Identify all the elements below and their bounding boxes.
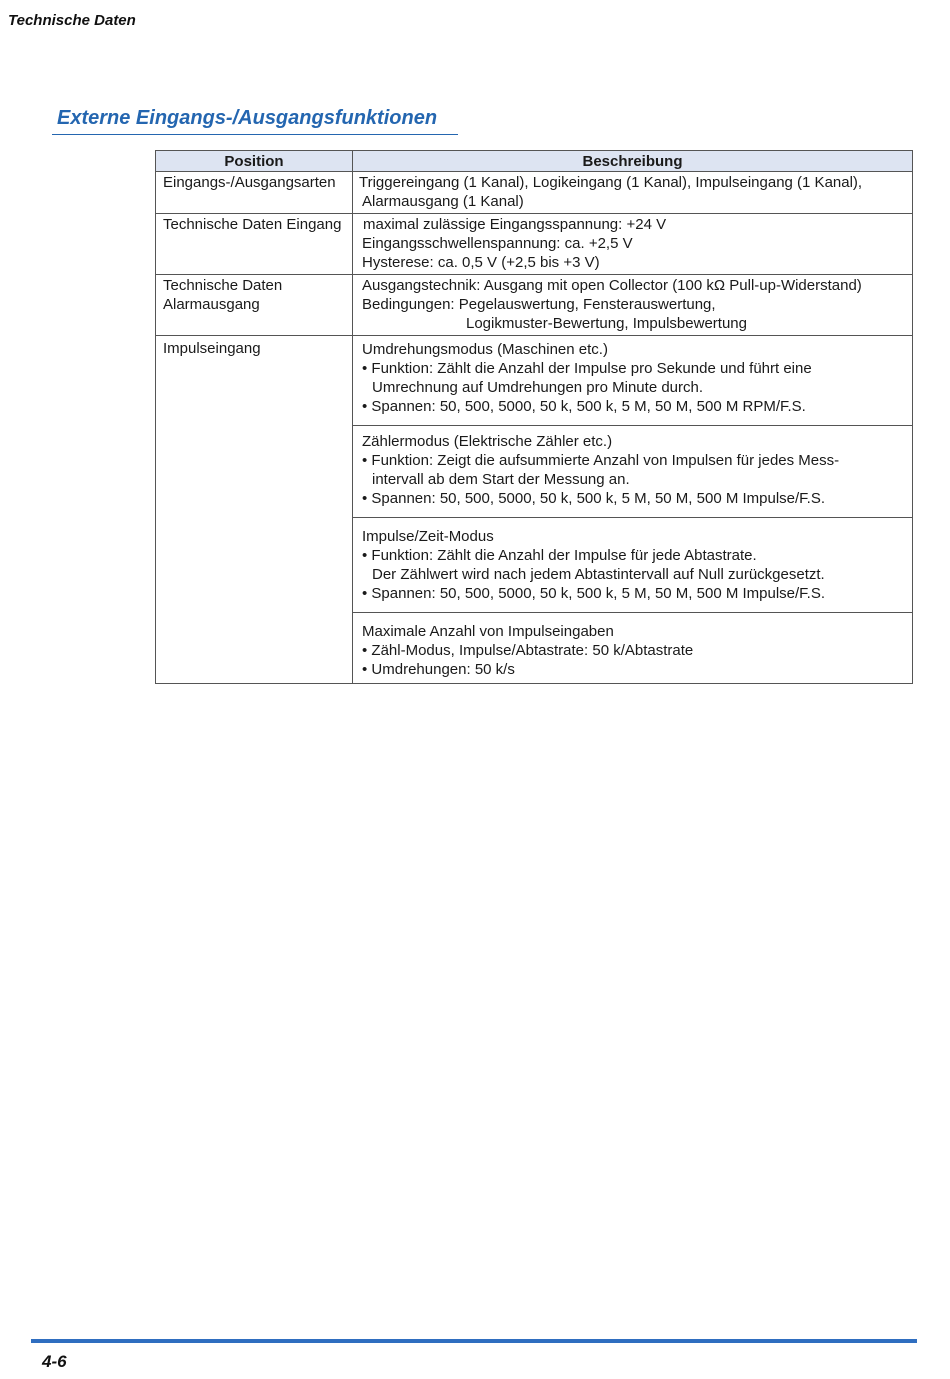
description-line: Eingangsschwellenspannung: ca. +2,5 V xyxy=(362,235,633,252)
description-cell xyxy=(353,336,913,684)
description-line: • Zähl-Modus, Impulse/Abtastrate: 50 k/Abtastrate xyxy=(362,642,694,659)
position-text: Technische Daten Eingang xyxy=(163,216,342,233)
description-line: • Spannen: 50, 500, 5000, 50 k, 500 k, 5 M, 50 M, 500 M Impulse/F.S. xyxy=(362,585,826,602)
table-header-row xyxy=(156,151,913,172)
table-row xyxy=(156,336,913,684)
description-line: Bedingungen: Pegelauswertung, Fensterauswertung, xyxy=(362,296,716,313)
description-line: Ausgangstechnik: Ausgang mit open Collector (100 kΩ Pull-up-Widerstand) xyxy=(362,277,862,294)
page-number: 4-6 xyxy=(42,1352,67,1371)
description-line: Der Zählwert wird nach jedem Abtastintervall auf Null zurückgesetzt. xyxy=(372,566,825,583)
position-text: Eingangs-/Ausgangsarten xyxy=(163,174,336,191)
position-text: Alarmausgang xyxy=(163,296,260,313)
mode-block-pulse-time xyxy=(362,518,906,612)
mode-title: Umdrehungsmodus (Maschinen etc.) xyxy=(362,341,608,358)
mode-block-rpm xyxy=(362,338,906,425)
table-row xyxy=(156,214,913,275)
column-header-description: Beschreibung xyxy=(353,151,913,172)
description-line: Triggereingang (1 Kanal), Logikeingang (1 Kanal), Impulseingang (1 Kanal), xyxy=(359,174,863,191)
position-cell xyxy=(156,214,353,275)
description-line: • Spannen: 50, 500, 5000, 50 k, 500 k, 5 M, 50 M, 500 M RPM/F.S. xyxy=(362,398,806,415)
mode-block-max-inputs xyxy=(362,613,906,681)
position-text: Technische Daten xyxy=(163,277,283,294)
description-line: Hysterese: ca. 0,5 V (+2,5 bis +3 V) xyxy=(362,254,600,271)
description-cell xyxy=(353,275,913,336)
description-line: • Spannen: 50, 500, 5000, 50 k, 500 k, 5 M, 50 M, 500 M Impulse/F.S. xyxy=(362,490,826,507)
section-title: Externe Eingangs-/Ausgangsfunktionen xyxy=(57,107,438,129)
description-line: Alarmausgang (1 Kanal) xyxy=(362,193,524,210)
table-row xyxy=(156,275,913,336)
description-line: • Funktion: Zeigt die aufsummierte Anzahl von Impulsen für jedes Mess- xyxy=(362,452,840,469)
section-title-underline xyxy=(52,134,458,135)
description-line: maximal zulässige Eingangsspannung: +24 V xyxy=(363,216,667,233)
position-cell xyxy=(156,336,353,684)
spec-table xyxy=(155,150,913,684)
mode-block-counter xyxy=(362,426,906,517)
mode-title: Impulse/Zeit-Modus xyxy=(362,528,494,545)
mode-title: Zählermodus (Elektrische Zähler etc.) xyxy=(362,433,613,450)
description-line: • Umdrehungen: 50 k/s xyxy=(362,661,515,678)
description-line: • Funktion: Zählt die Anzahl der Impulse pro Sekunde und führt eine xyxy=(362,360,812,377)
description-line: • Funktion: Zählt die Anzahl der Impulse für jede Abtastrate. xyxy=(362,547,757,564)
position-text: Impulseingang xyxy=(163,340,261,357)
footer-rule xyxy=(31,1339,917,1343)
table-row xyxy=(156,172,913,214)
description-cell xyxy=(353,214,913,275)
description-line: intervall ab dem Start der Messung an. xyxy=(372,471,630,488)
position-cell xyxy=(156,275,353,336)
description-line: Logikmuster-Bewertung, Impulsbewertung xyxy=(466,315,747,332)
mode-title: Maximale Anzahl von Impulseingaben xyxy=(362,623,614,640)
position-cell xyxy=(156,172,353,214)
running-header: Technische Daten xyxy=(8,12,136,29)
column-header-position: Position xyxy=(156,151,353,172)
description-line: Umrechnung auf Umdrehungen pro Minute durch. xyxy=(372,379,704,396)
description-cell xyxy=(353,172,913,214)
